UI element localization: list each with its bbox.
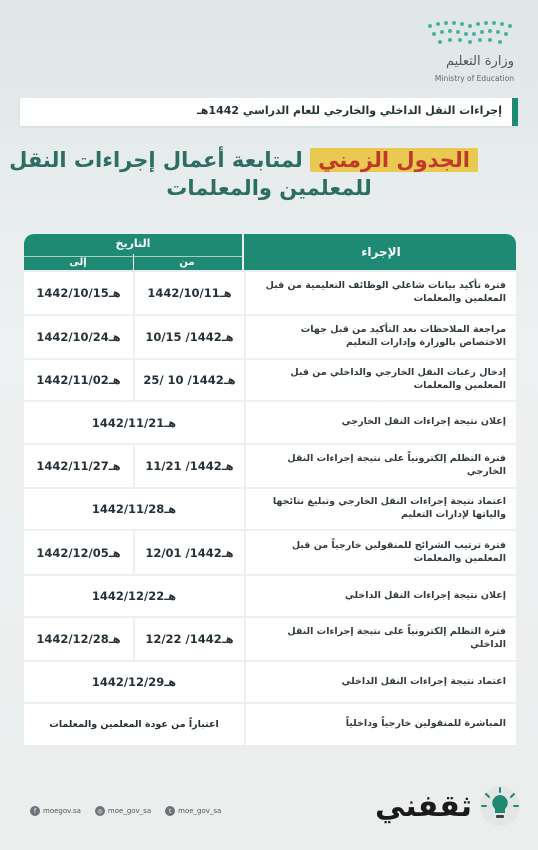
procedure-cell: إدخال رغبات النقل الخارجي والداخلي من قبل المعلمين والمعلمات [246,360,516,400]
table-row [24,445,516,487]
procedure-cell: فترة ترتيب الشرائح للمنقولين خارجياً من قبل المعلمين والمعلمات [246,531,516,574]
date-cell: 1442/12/29هـ [24,662,244,702]
ministry-name-ar: وزارة التعليم [445,54,514,69]
procedure-cell: فترة تأكيد بيانات شاغلي الوظائف التعليمية من قبل المعلمين والمعلمات [246,272,516,314]
header-banner: إجراءات النقل الداخلي والخارجي للعام الدراسي 1442هـ [20,98,518,126]
header-date: التاريخ [115,237,151,250]
table-row [24,576,516,616]
from-date-cell: 12/22 /1442هـ [135,618,244,660]
date-cell: اعتباراً من عودة المعلمين والمعلمات [24,704,244,745]
instagram-icon: ◎ [95,806,105,816]
table-header [24,234,516,270]
to-date-cell: 1442/11/27هـ [24,445,133,487]
procedure-cell: المباشرة للمنقولين خارجياً وداخلياً [246,704,516,745]
schedule-table [24,234,516,745]
table-row [24,402,516,443]
to-date-cell: 1442/12/05هـ [24,531,133,574]
header-date-group [24,234,244,270]
social-handle: moe_gov_sa [178,807,222,815]
date-cell: 1442/12/22هـ [24,576,244,616]
ministry-logo-mark-icon [424,18,516,48]
to-date-cell: 1442/11/02هـ [24,360,133,400]
header-procedure: الإجراء [361,245,401,259]
from-date-cell: 25/ 10 /1442هـ [135,360,244,400]
table-row [24,618,516,660]
procedure-cell: فترة التظلم إلكترونياً على نتيجة إجراءات النقل الخارجي [246,445,516,487]
table-row [24,704,516,745]
date-cell: 1442/11/21هـ [24,402,244,443]
procedure-cell: مراجعة الملاحظات بعد التأكيد من قبل جهات الاختصاص بالوزارة وإدارات التعليم [246,316,516,358]
table-row [24,662,516,702]
to-date-cell: 1442/10/24هـ [24,316,133,358]
table-row [24,489,516,529]
social-links [30,804,230,818]
procedure-cell: اعتماد نتيجة إجراءات النقل الداخلي [246,662,516,702]
from-date-cell: 1442/10/11هـ [135,272,244,314]
to-date-cell: 1442/12/28هـ [24,618,133,660]
procedure-cell: إعلان نتيجة إجراءات النقل الداخلي [246,576,516,616]
header-from: من [132,256,242,268]
from-date-cell: 12/01 /1442هـ [135,531,244,574]
social-twitter[interactable] [165,804,221,818]
to-date-cell: 1442/10/15هـ [24,272,133,314]
procedure-cell: اعتماد نتيجة إجراءات النقل الخارجي وتبليغ نتائجها والياتها لإدارات التعليم [246,489,516,529]
table-row [24,360,516,400]
twitter-icon: t [165,806,175,816]
procedure-cell: فترة التظلم إلكترونياً على نتيجة إجراءات النقل الداخلي [246,618,516,660]
table-row [24,531,516,574]
title-line1-rest: لمتابعة أعمال إجراءات النقل [9,148,303,172]
social-handle: moe_gov_sa [107,807,152,815]
header-divider [133,254,134,270]
ministry-name-en: Ministry of Education [434,74,514,83]
title-line-2: للمعلمين والمعلمات [166,176,372,200]
procedure-cell: إعلان نتيجة إجراءات النقل الخارجي [246,402,516,443]
from-date-cell: 10/15 /1442هـ [135,316,244,358]
table-row [24,272,516,314]
title-highlight: الجدول الزمني [310,148,478,172]
brand-logo [324,778,522,834]
title-line-1 [9,148,478,172]
table-row [24,316,516,358]
from-date-cell: 11/21 /1442هـ [135,445,244,487]
facebook-icon: f [30,806,40,816]
date-cell: 1442/11/28هـ [24,489,244,529]
header-to: إلى [24,256,132,268]
social-instagram[interactable] [95,804,151,818]
ministry-logo [406,18,522,83]
brand-name: ثقفني [374,788,472,824]
social-facebook[interactable] [30,804,81,818]
social-handle: moegov.sa [43,807,81,815]
page-title [9,148,478,218]
lightbulb-icon [478,784,522,828]
